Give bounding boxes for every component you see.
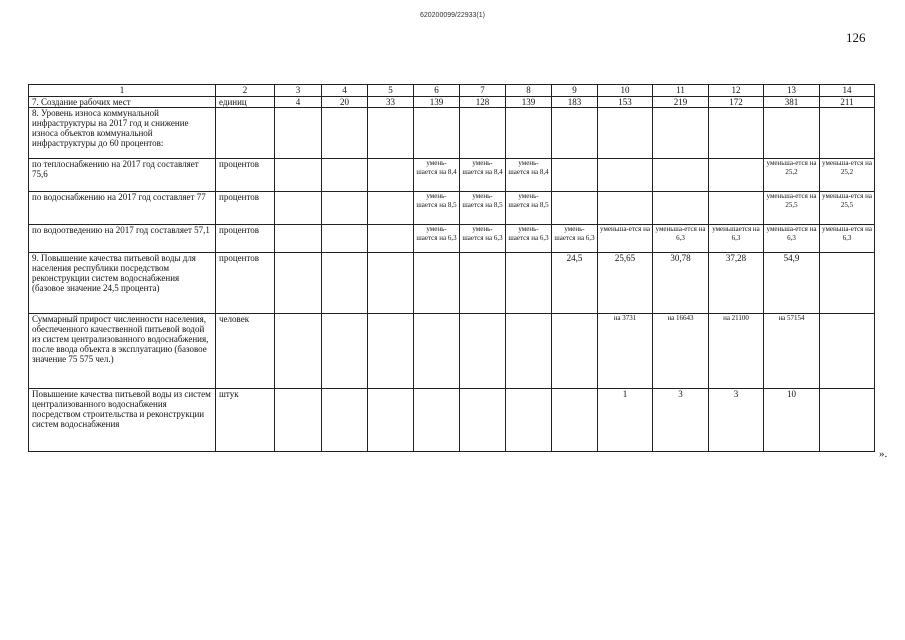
value-cell — [598, 192, 653, 225]
value-cell — [414, 389, 460, 452]
value-cell: уменьша-ется на — [598, 225, 653, 253]
indicator-label: 7. Создание рабочих мест — [29, 97, 216, 108]
value-cell — [552, 314, 598, 389]
value-cell — [322, 253, 368, 314]
value-cell — [322, 159, 368, 192]
value-cell — [820, 314, 875, 389]
value-cell: 219 — [653, 97, 709, 108]
column-number: 3 — [275, 85, 322, 97]
indicators-table — [28, 84, 875, 452]
value-cell: 54,9 — [764, 253, 820, 314]
value-cell — [552, 192, 598, 225]
indicator-label: Суммарный прирост численности населения, обеспеченного качественной питьевой водой из систем централизованного водоснабжения, после ввода объекта в эксплуатацию (базовое значение 75 575 чел.) — [29, 314, 216, 389]
value-cell — [820, 253, 875, 314]
value-cell — [275, 253, 322, 314]
value-cell — [552, 108, 598, 159]
unit-cell: процентов — [216, 159, 275, 192]
table-row — [29, 159, 875, 192]
value-cell — [598, 108, 653, 159]
value-cell — [506, 389, 552, 452]
value-cell — [653, 108, 709, 159]
value-cell: 3 — [653, 389, 709, 452]
value-cell: 172 — [709, 97, 764, 108]
value-cell: уменьша-ется на 6,3 — [653, 225, 709, 253]
value-cell — [414, 314, 460, 389]
value-cell — [275, 225, 322, 253]
value-cell — [460, 314, 506, 389]
closing-quote: ». — [879, 448, 888, 460]
value-cell — [368, 108, 414, 159]
value-cell — [368, 159, 414, 192]
value-cell — [460, 389, 506, 452]
value-cell — [506, 314, 552, 389]
document-id: 620200099/22933(1) — [419, 12, 485, 19]
value-cell — [653, 159, 709, 192]
value-cell: уменьша-ется на 25,2 — [820, 159, 875, 192]
page-number: 126 — [846, 30, 866, 45]
value-cell: на 57154 — [764, 314, 820, 389]
value-cell: 25,65 — [598, 253, 653, 314]
value-cell: 381 — [764, 97, 820, 108]
value-cell — [275, 314, 322, 389]
value-cell: 24,5 — [552, 253, 598, 314]
column-number: 1 — [29, 85, 216, 97]
value-cell: умень-шается на 8,5 — [506, 192, 552, 225]
value-cell: умень-шается на 6,3 — [460, 225, 506, 253]
value-cell: уменьша-ется на 25,2 — [764, 159, 820, 192]
value-cell: 139 — [414, 97, 460, 108]
unit-cell — [216, 108, 275, 159]
column-number: 13 — [764, 85, 820, 97]
value-cell: умень-шается на 8,4 — [506, 159, 552, 192]
table-row — [29, 108, 875, 159]
table-row — [29, 97, 875, 108]
value-cell: 183 — [552, 97, 598, 108]
value-cell — [709, 108, 764, 159]
value-cell — [460, 108, 506, 159]
value-cell — [552, 159, 598, 192]
value-cell — [653, 192, 709, 225]
value-cell: 37,28 — [709, 253, 764, 314]
value-cell — [322, 192, 368, 225]
value-cell: уменьша-ется на 25,5 — [764, 192, 820, 225]
value-cell — [598, 159, 653, 192]
value-cell: на 3731 — [598, 314, 653, 389]
value-cell — [368, 389, 414, 452]
value-cell: 139 — [506, 97, 552, 108]
value-cell — [368, 314, 414, 389]
indicator-label: по водоотведению на 2017 год составляет 57,1 — [29, 225, 216, 253]
table-row — [29, 389, 875, 452]
column-number: 11 — [653, 85, 709, 97]
value-cell — [322, 108, 368, 159]
value-cell: 4 — [275, 97, 322, 108]
value-cell: 3 — [709, 389, 764, 452]
value-cell — [368, 225, 414, 253]
value-cell: умень-шается на 8,5 — [460, 192, 506, 225]
value-cell: умень-шается на 8,5 — [414, 192, 460, 225]
indicator-label: по теплоснабжению на 2017 год составляет 75,6 — [29, 159, 216, 192]
column-number: 8 — [506, 85, 552, 97]
column-number: 4 — [322, 85, 368, 97]
unit-cell: процентов — [216, 192, 275, 225]
value-cell: умень-шается на 6,3 — [506, 225, 552, 253]
unit-cell: процентов — [216, 253, 275, 314]
value-cell: 1 — [598, 389, 653, 452]
value-cell — [764, 108, 820, 159]
value-cell — [552, 389, 598, 452]
column-number: 2 — [216, 85, 275, 97]
unit-cell: штук — [216, 389, 275, 452]
value-cell — [506, 253, 552, 314]
table-row — [29, 314, 875, 389]
column-number: 6 — [414, 85, 460, 97]
value-cell — [414, 253, 460, 314]
value-cell — [368, 253, 414, 314]
value-cell — [322, 225, 368, 253]
value-cell — [709, 192, 764, 225]
table-row — [29, 253, 875, 314]
value-cell: уменьшается на 6,3 — [709, 225, 764, 253]
indicator-label: 8. Уровень износа коммунальной инфраструктуры на 2017 год и снижение износа объектов коммунальной инфраструктуры до 60 процентов: — [29, 108, 216, 159]
value-cell — [322, 314, 368, 389]
value-cell — [414, 108, 460, 159]
value-cell — [709, 159, 764, 192]
value-cell — [275, 108, 322, 159]
value-cell: умень-шается на 6,3 — [552, 225, 598, 253]
value-cell — [820, 108, 875, 159]
value-cell — [275, 159, 322, 192]
table-row — [29, 225, 875, 253]
table-row — [29, 192, 875, 225]
value-cell: уменьша-ется на 25,5 — [820, 192, 875, 225]
value-cell — [368, 192, 414, 225]
column-number: 14 — [820, 85, 875, 97]
indicator-label: 9. Повышение качества питьевой воды для населения республики посредством реконструкции систем водоснабжения (базовое значение 24,5 процента) — [29, 253, 216, 314]
column-number: 5 — [368, 85, 414, 97]
value-cell: на 21100 — [709, 314, 764, 389]
value-cell: уменьша-ется на 6,3 — [764, 225, 820, 253]
column-number-row — [29, 85, 875, 97]
value-cell: на 16643 — [653, 314, 709, 389]
value-cell: 128 — [460, 97, 506, 108]
value-cell — [275, 389, 322, 452]
column-number: 10 — [598, 85, 653, 97]
value-cell — [506, 108, 552, 159]
unit-cell: процентов — [216, 225, 275, 253]
value-cell: уменьша-ется на 6,3 — [820, 225, 875, 253]
column-number: 7 — [460, 85, 506, 97]
value-cell: умень-шается на 8,4 — [414, 159, 460, 192]
column-number: 12 — [709, 85, 764, 97]
value-cell — [460, 253, 506, 314]
value-cell: 153 — [598, 97, 653, 108]
value-cell: 33 — [368, 97, 414, 108]
indicator-label: по водоснабжению на 2017 год составляет 77 — [29, 192, 216, 225]
unit-cell: человек — [216, 314, 275, 389]
value-cell: 30,78 — [653, 253, 709, 314]
value-cell: 211 — [820, 97, 875, 108]
value-cell: умень-шается на 8,4 — [460, 159, 506, 192]
indicator-label: Повышение качества питьевой воды из систем централизованного водоснабжения посредством строительства и реконструкции систем водоснабжения — [29, 389, 216, 452]
value-cell — [275, 192, 322, 225]
value-cell: 10 — [764, 389, 820, 452]
value-cell: умень-шается на 6,3 — [414, 225, 460, 253]
value-cell: 20 — [322, 97, 368, 108]
value-cell — [820, 389, 875, 452]
value-cell — [322, 389, 368, 452]
column-number: 9 — [552, 85, 598, 97]
unit-cell: единиц — [216, 97, 275, 108]
